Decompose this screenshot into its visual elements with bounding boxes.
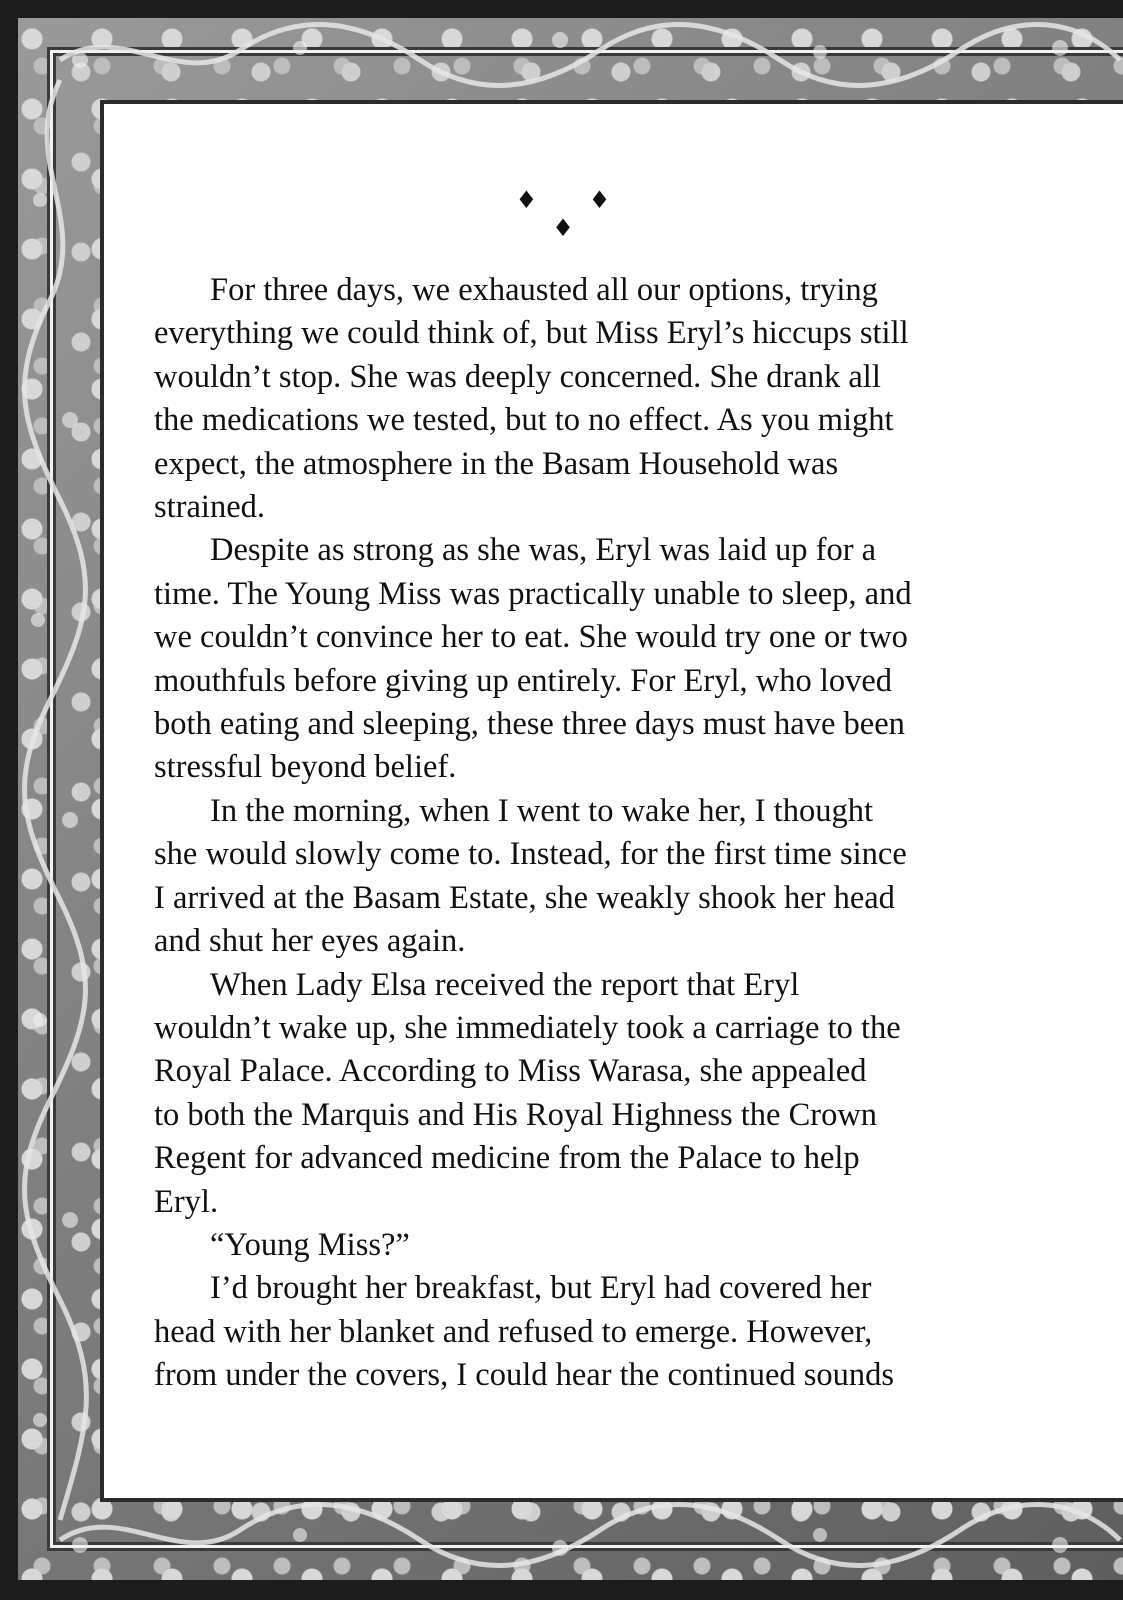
body-text (154, 269, 1004, 1398)
paragraph: Despite as strong as she was, Eryl was laid up for a time. The Young Miss was practically unable to sleep, and we couldn’t convince her to eat. She would try one or two mouthfuls before giving up entirely. For Eryl, who loved both eating and sleeping, these three days must have been stressful beyond belief. (154, 532, 912, 786)
page-content (100, 100, 1123, 1502)
paragraph: For three days, we exhausted all our options, trying everything we could think of, but Miss Eryl’s hiccups still wouldn’t stop. She was deeply concerned. She drank all the medications we tested, but to no effect. As you might expect, the atmosphere in the Basam Household was strained. (154, 272, 909, 526)
paragraph: When Lady Elsa received the report that Eryl wouldn’t wake up, she immediately took a carriage to the Royal Palace. According to Miss Warasa, she appealed to both the Marquis and His Royal Highness the Crown Regent for advanced medicine from the Palace to help Eryl. (154, 966, 901, 1220)
paragraph: “Young Miss?” (210, 1226, 410, 1263)
scene-break-diamonds: ♦ ♦ ♦ (515, 186, 633, 242)
paragraph: In the morning, when I went to wake her, I thought she would slowly come to. Instead, for the first time since I arrived at the Basam Estate, she weakly shook her head and shut her eyes again. (154, 792, 907, 960)
paragraph: I’d brought her breakfast, but Eryl had covered her head with her blanket and refused to emerge. However, from under the covers, I could hear the continued sounds (154, 1270, 895, 1394)
